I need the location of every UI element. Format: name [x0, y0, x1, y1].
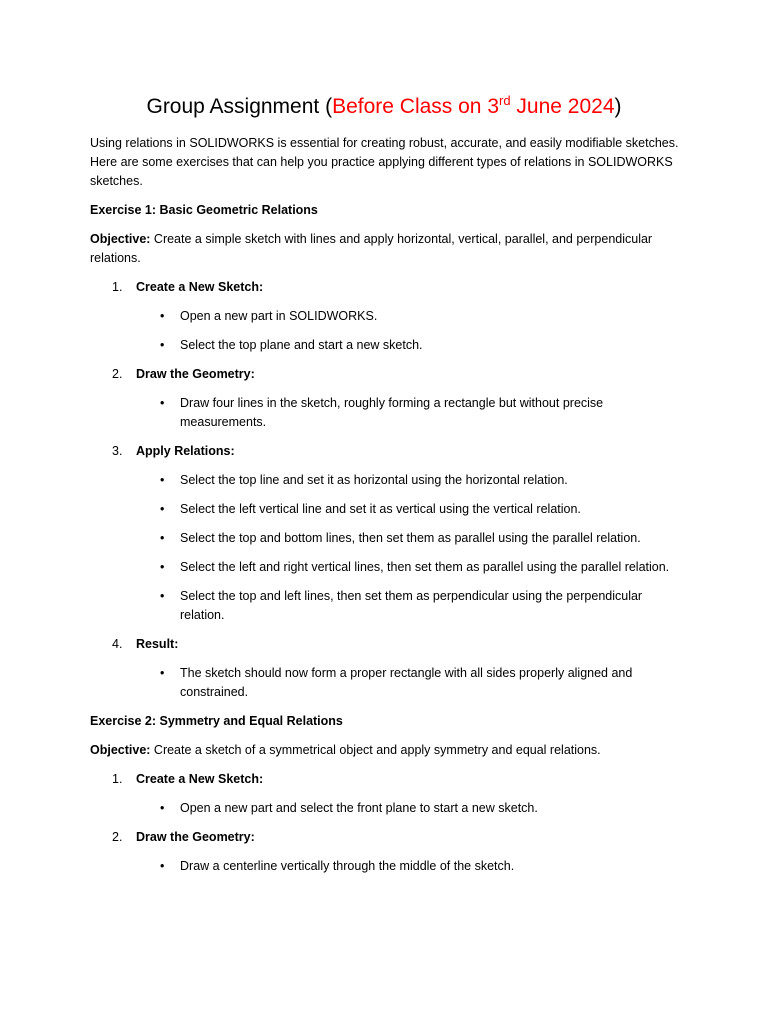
bullet-item [136, 500, 680, 519]
bullet-dot-icon: • [160, 531, 165, 545]
step-item [90, 442, 680, 625]
step-number: 1. [112, 280, 123, 294]
document-body [90, 134, 680, 886]
title-deadline-start: Before Class on 3 [332, 95, 500, 118]
step-item [90, 635, 680, 702]
step-number: 4. [112, 637, 123, 651]
page-title [0, 92, 768, 122]
bullet-text: Open a new part in SOLIDWORKS. [180, 309, 378, 323]
bullet-dot-icon: • [160, 338, 165, 352]
exercise-heading: Exercise 1: Basic Geometric Relations [90, 203, 318, 217]
bullet-list [136, 307, 680, 355]
exercise-list [90, 201, 680, 876]
bullet-item [136, 336, 680, 355]
step-item [90, 770, 680, 818]
objective-label: Objective: [90, 743, 151, 757]
bullet-dot-icon: • [160, 309, 165, 323]
bullet-text: Draw four lines in the sketch, roughly forming a rectangle but without precise measurements. [180, 396, 604, 429]
bullet-text: Select the left vertical line and set it as vertical using the vertical relation. [180, 502, 581, 516]
bullet-text: The sketch should now form a proper rectangle with all sides properly aligned and constrained. [180, 666, 633, 699]
step-number: 3. [112, 444, 123, 458]
title-prefix: Group Assignment ( [146, 95, 333, 118]
step-number: 1. [112, 772, 123, 786]
step-label: Draw the Geometry: [136, 830, 255, 844]
intro-paragraph: Using relations in SOLIDWORKS is essential for creating robust, accurate, and easily modifiable sketches. Here are some exercises that can help you practice applying different types of relations in SOLIDWORKS sketches. [90, 136, 679, 188]
bullet-item [136, 857, 680, 876]
step-label: Create a New Sketch: [136, 772, 264, 786]
bullet-dot-icon: • [160, 473, 165, 487]
step-label: Apply Relations: [136, 444, 235, 458]
bullet-item [136, 394, 680, 432]
step-list [90, 770, 680, 876]
bullet-list [136, 664, 680, 702]
objective-text: Create a simple sketch with lines and apply horizontal, vertical, parallel, and perpendicular relations. [90, 232, 653, 265]
bullet-item [136, 664, 680, 702]
step-label: Result: [136, 637, 179, 651]
bullet-text: Open a new part and select the front plane to start a new sketch. [180, 801, 538, 815]
bullet-text: Select the top plane and start a new sketch. [180, 338, 423, 352]
bullet-text: Draw a centerline vertically through the middle of the sketch. [180, 859, 515, 873]
bullet-list [136, 799, 680, 818]
step-item [90, 365, 680, 432]
bullet-dot-icon: • [160, 560, 165, 574]
objective-paragraph [90, 741, 680, 760]
step-list [90, 278, 680, 702]
bullet-item [136, 471, 680, 490]
step-number: 2. [112, 367, 123, 381]
title-deadline [332, 95, 614, 118]
bullet-text: Select the left and right vertical lines, then set them as parallel using the parallel relation. [180, 560, 670, 574]
bullet-dot-icon: • [160, 589, 165, 603]
bullet-list [136, 471, 680, 625]
step-item [90, 828, 680, 876]
title-suffix: ) [614, 95, 622, 118]
bullet-dot-icon: • [160, 801, 165, 815]
step-label: Draw the Geometry: [136, 367, 255, 381]
bullet-text: Select the top line and set it as horizontal using the horizontal relation. [180, 473, 568, 487]
bullet-list [136, 857, 680, 876]
bullet-text: Select the top and left lines, then set them as perpendicular using the perpendicular relation. [180, 589, 643, 622]
bullet-item [136, 587, 680, 625]
bullet-text: Select the top and bottom lines, then set them as parallel using the parallel relation. [180, 531, 641, 545]
objective-text: Create a sketch of a symmetrical object and apply symmetry and equal relations. [150, 743, 601, 757]
step-number: 2. [112, 830, 123, 844]
title-superscript: rd [499, 93, 511, 108]
bullet-item [136, 799, 680, 818]
bullet-dot-icon: • [160, 502, 165, 516]
step-item [90, 278, 680, 355]
bullet-item [136, 558, 680, 577]
objective-paragraph [90, 230, 680, 268]
bullet-list [136, 394, 680, 432]
bullet-item [136, 529, 680, 548]
bullet-dot-icon: • [160, 859, 165, 873]
title-deadline-end: June 2024 [510, 95, 615, 118]
bullet-item [136, 307, 680, 326]
bullet-dot-icon: • [160, 396, 165, 410]
exercise-heading: Exercise 2: Symmetry and Equal Relations [90, 714, 343, 728]
bullet-dot-icon: • [160, 666, 165, 680]
step-label: Create a New Sketch: [136, 280, 264, 294]
objective-label: Objective: [90, 232, 151, 246]
